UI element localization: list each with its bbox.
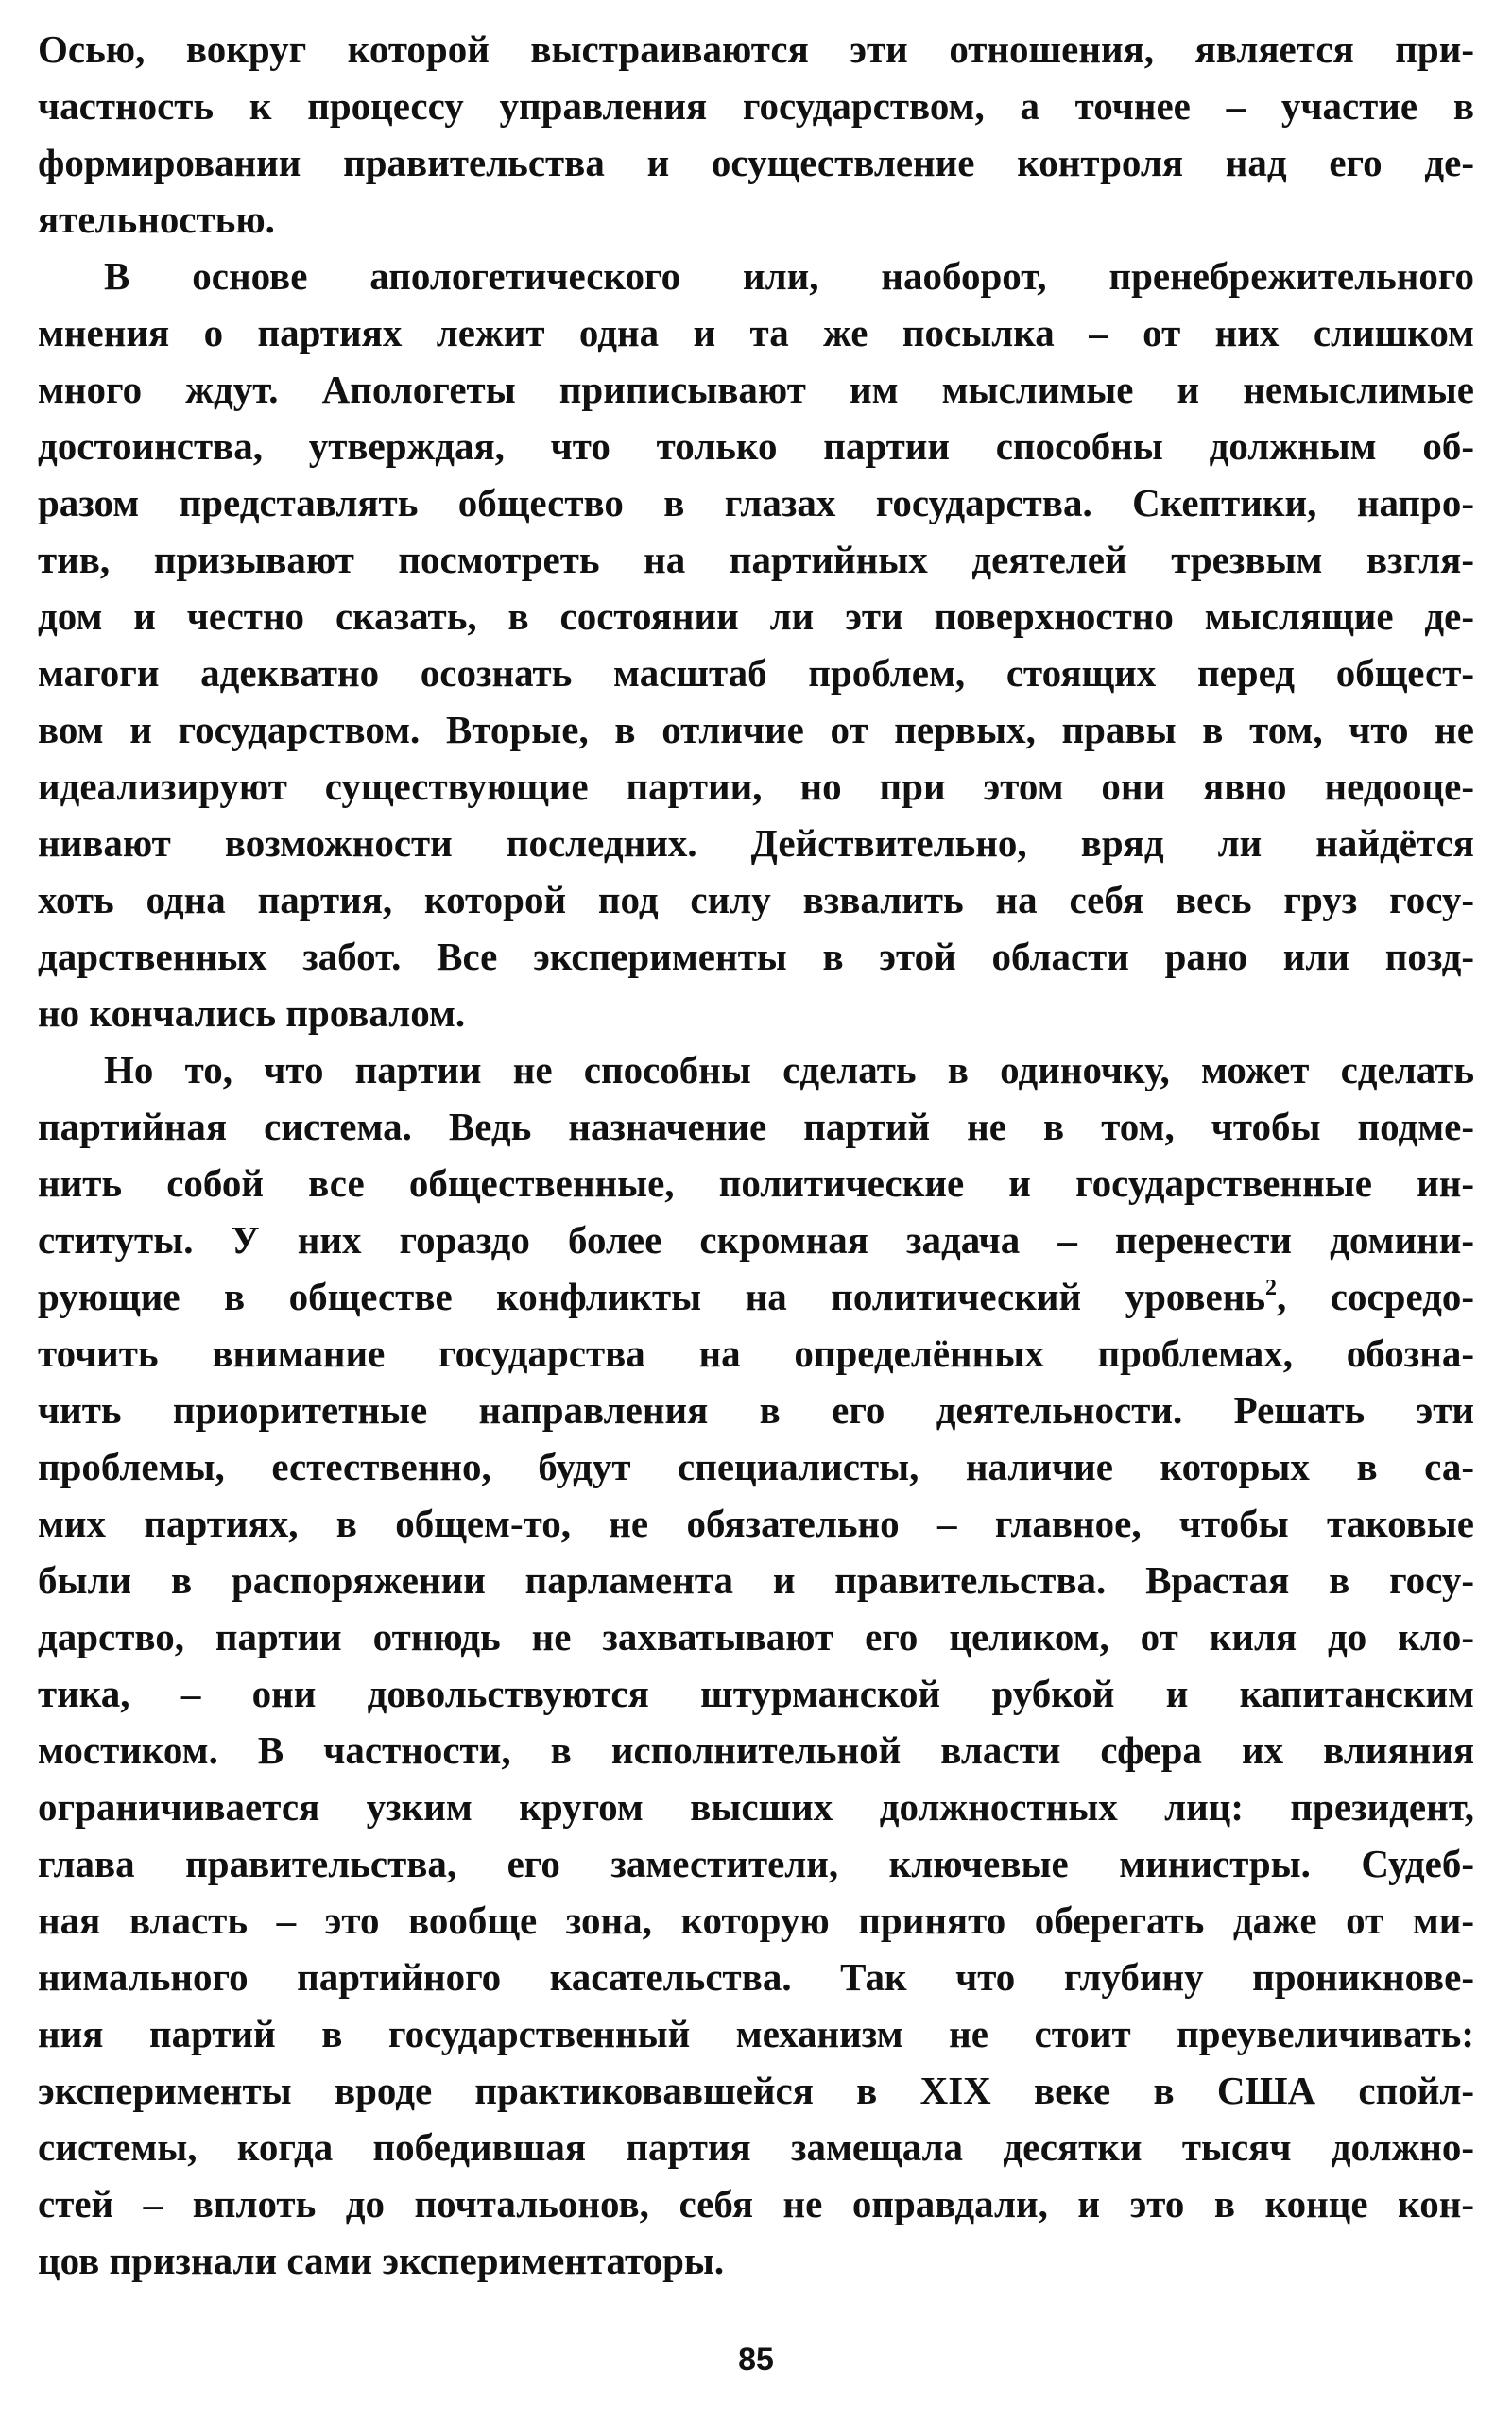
text-fragment: , сосредо- <box>1277 1275 1474 1318</box>
text-fragment: рующие в обществе конфликты на политический уровень <box>38 1275 1266 1318</box>
text-line: формировании правительства и осуществление контроля над его де- <box>38 141 1474 184</box>
text-line: Но то, что партии не способны сделать в одиночку, может сделать <box>104 1048 1474 1091</box>
text-line: глава правительства, его заместители, ключевые министры. Судеб- <box>38 1842 1474 1885</box>
text-line: нимального партийного касательства. Так что глубину проникнове- <box>38 1955 1474 1999</box>
text-line: ституты. У них гораздо более скромная задача – перенести домини- <box>38 1218 1474 1262</box>
text-line-with-footnote <box>38 1268 1474 1325</box>
text-line: были в распоряжении парламента и правительства. Врастая в госу- <box>38 1558 1474 1602</box>
text-line: стей – вплоть до почтальонов, себя не оправдали, и это в конце кон- <box>38 2182 1474 2225</box>
text-line: мнения о партиях лежит одна и та же посылка – от них слишком <box>38 311 1474 354</box>
text-line: дарство, партии отнюдь не захватывают его целиком, от киля до кло- <box>38 1615 1474 1658</box>
text-line: вом и государством. Вторые, в отличие от первых, правы в том, что не <box>38 708 1474 751</box>
page-body <box>38 21 1474 2289</box>
text-line: хоть одна партия, которой под силу взвалить на себя весь груз госу- <box>38 878 1474 921</box>
text-line: ная власть – это вообще зона, которую принято оберегать даже от ми- <box>38 1899 1474 1942</box>
text-line: тив, призывают посмотреть на партийных деятелей трезвым взгля- <box>38 538 1474 581</box>
text-line: В основе апологетического или, наоборот, пренебрежительного <box>104 254 1474 298</box>
text-line: мостиком. В частности, в исполнительной власти сфера их влияния <box>38 1728 1474 1772</box>
text-line: цов признали сами экспериментаторы. <box>38 2239 725 2282</box>
text-line: идеализируют существующие партии, но при этом они явно недооце- <box>38 765 1474 808</box>
text-line: системы, когда победившая партия замещала десятки тысяч должно- <box>38 2125 1474 2169</box>
text-line: проблемы, естественно, будут специалисты, наличие которых в са- <box>38 1445 1474 1488</box>
text-line: нивают возможности последних. Действительно, вряд ли найдётся <box>38 821 1474 865</box>
paragraph <box>38 1041 1474 2289</box>
text-line: разом представлять общество в глазах государства. Скептики, напро- <box>38 481 1474 524</box>
paragraph <box>38 248 1474 1041</box>
text-line: точить внимание государства на определённых проблемах, обозна- <box>38 1332 1474 1375</box>
text-line: много ждут. Апологеты приписывают им мыслимые и немыслимые <box>38 368 1474 411</box>
text-line: ния партий в государственный механизм не стоит преувеличивать: <box>38 2012 1474 2055</box>
text-line: Осью, вокруг которой выстраиваются эти отношения, является при- <box>38 27 1474 71</box>
footnote-marker: 2 <box>1265 1276 1278 1300</box>
text-line: дарственных забот. Все эксперименты в этой области рано или позд- <box>38 935 1474 978</box>
text-line: но кончались провалом. <box>38 991 466 1035</box>
text-line: партийная система. Ведь назначение партий не в том, чтобы подме- <box>38 1105 1474 1148</box>
text-line: достоинства, утверждая, что только партии способны должным об- <box>38 424 1474 468</box>
text-line: частность к процессу управления государством, а точнее – участие в <box>38 84 1474 128</box>
text-line: чить приоритетные направления в его деятельности. Решать эти <box>38 1388 1474 1432</box>
text-line: ограничивается узким кругом высших должностных лиц: президент, <box>38 1785 1474 1829</box>
paragraph <box>38 21 1474 248</box>
text-line: мих партиях, в общем-то, не обязательно – главное, чтобы таковые <box>38 1502 1474 1545</box>
text-line: тика, – они довольствуются штурманской рубкой и капитанским <box>38 1672 1474 1715</box>
text-line: дом и честно сказать, в состоянии ли эти поверхностно мыслящие де- <box>38 594 1474 638</box>
text-line: ятельностью. <box>38 198 275 241</box>
page-number: 85 <box>738 2342 774 2378</box>
text-line: магоги адекватно осознать масштаб проблем, стоящих перед общест- <box>38 651 1474 695</box>
text-line: эксперименты вроде практиковавшейся в XIX веке в США спойл- <box>38 2069 1474 2112</box>
text-line: нить собой все общественные, политические и государственные ин- <box>38 1161 1474 1205</box>
